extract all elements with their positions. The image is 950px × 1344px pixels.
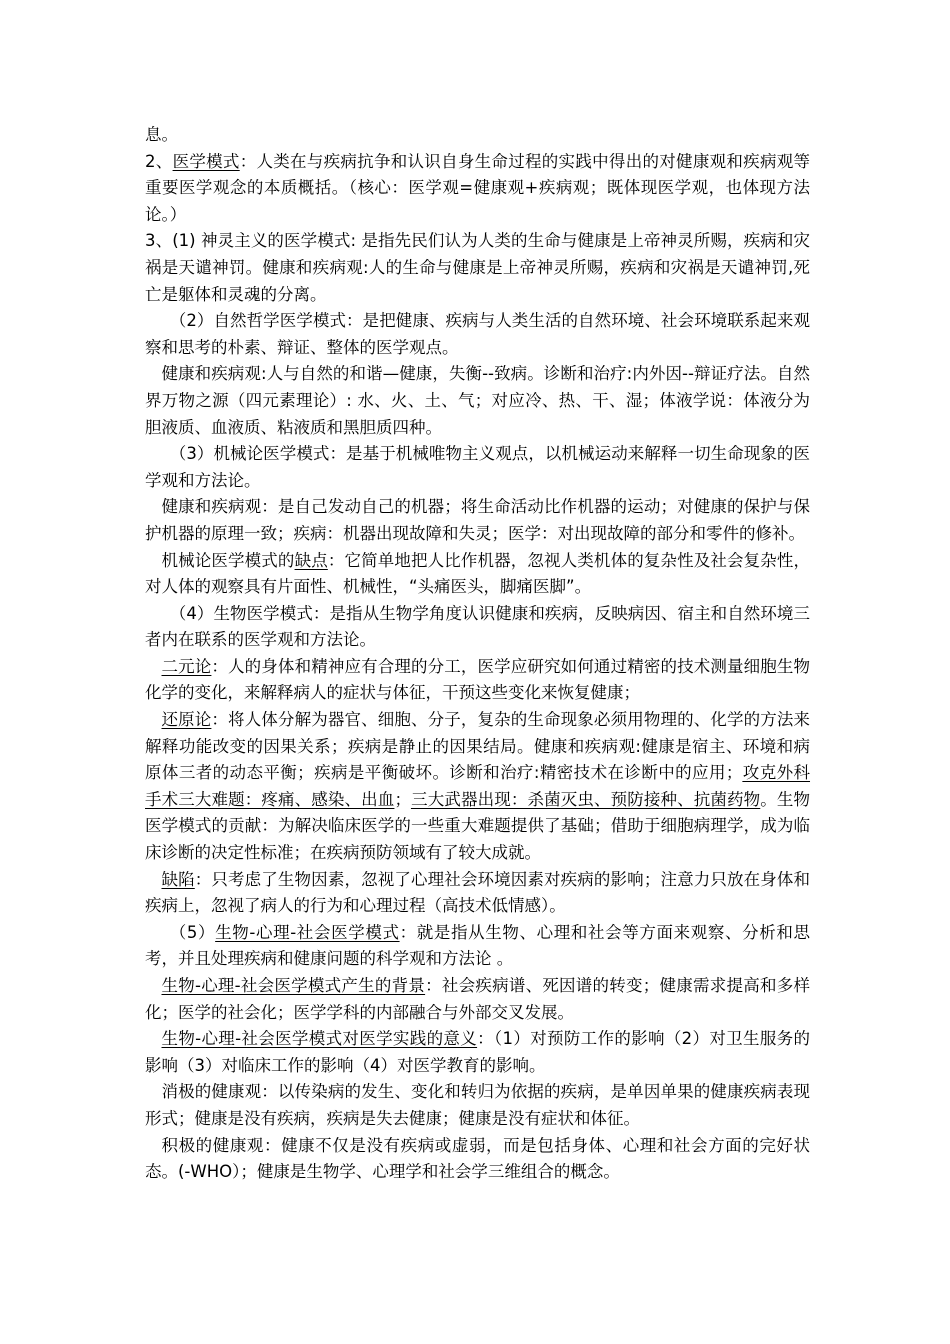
text-run: 消极的健康观：以传染病的发生、变化和转归为依据的疾病，是单因单果的健康疾病表现形式；健康是没有疾病，疾病是失去健康；健康是没有症状和体征。 xyxy=(145,1082,810,1128)
text-run: ：社会疾病谱、死因谱的转变；健康需求提高和多样化；医学的社会化；医学学科的内部融合与外部交叉发展。 xyxy=(145,976,810,1022)
text-run: ：将人体分解为器官、细胞、分子，复杂的生命现象必须用物理的、化学的方法来解释功能改变的因果关系；疾病是静止的因果结局。健康和疾病观:健康是宿主、环境和病原体三者的动态平衡；疾病是平衡破坏。诊断和治疗:精密技术在诊断中的应用； xyxy=(145,710,811,783)
underlined-term: 缺点 xyxy=(294,550,328,570)
underlined-term: 三大武器出现：杀菌灭虫、预防接种、抗菌药物 xyxy=(410,789,761,809)
paragraph xyxy=(145,707,810,867)
underlined-term: 攻克外科手术三大难题：疼痛、感染、出血 xyxy=(145,763,811,809)
paragraph xyxy=(145,361,810,441)
text-run: 健康和疾病观：是自己发动自己的机器；将生命活动比作机器的运动；对健康的保护与保护机器的原理一致；疾病：机器出现故障和失灵；医学：对出现故障的部分和零件的修补。 xyxy=(145,497,810,543)
text-run: 积极的健康观：健康不仅是没有疾病或虚弱，而是包括身体、心理和社会方面的完好状态。(-WHO）；健康是生物学、心理学和社会学三维组合的概念。 xyxy=(145,1135,810,1182)
underlined-term: 生物-心理-社会医学模式对医学实践的意义 xyxy=(161,1029,478,1049)
underlined-term: 还原论 xyxy=(161,710,212,730)
text-run: 。生物医学模式的贡献：为解决临床医学的一些重大难题提供了基础；借助于细胞病理学，成为临床诊断的决定性标准；在疾病预防领域有了较大成就。 xyxy=(145,789,811,863)
paragraph xyxy=(145,867,810,920)
underlined-term: 生物-心理-社会医学模式 xyxy=(215,922,400,942)
text-run: ：人的身体和精神应有合理的分工，医学应研究如何通过精密的技术测量细胞生物化学的变化，来解释病人的症状与体征，干预这些变化来恢复健康； xyxy=(145,656,811,703)
underlined-term: 生物-心理-社会医学模式产生的背景 xyxy=(161,976,426,995)
underlined-term: 缺陷 xyxy=(161,869,195,889)
text-run: ：（1）对预防工作的影响（2）对卫生服务的影响（3）对临床工作的影响（4）对医学教育的影响。 xyxy=(145,1029,810,1075)
paragraph xyxy=(145,548,810,601)
underlined-term: 医学模式 xyxy=(172,151,240,171)
text-run: 健康和疾病观:人与自然的和谐—健康，失衡--致病。诊断和治疗:内外因--辩证疗法。自然界万物之源（四元素理论）: 水、火、土、气；对应冷、热、干、湿；体液学说：体液分为胆液质、血液质、粘液质和黑胆质四种。 xyxy=(145,364,810,437)
text-run: （4）生物医学模式：是指从生物学角度认识健康和疾病，反映病因、宿主和自然环境三者内在联系的医学观和方法论。 xyxy=(145,603,810,650)
paragraph xyxy=(145,601,810,654)
paragraph xyxy=(145,1026,810,1079)
document-page xyxy=(145,122,810,1186)
text-run: 3、(1) 神灵主义的医学模式: 是指先民们认为人类的生命与健康是上帝神灵所赐，疾病和灾祸是天谴神罚。健康和疾病观:人的生命与健康是上帝神灵所赐，疾病和灾祸是天谴神罚,死亡是躯体和灵魂的分离。 xyxy=(145,231,810,304)
paragraph xyxy=(145,1079,810,1132)
text-run: ：人类在与疾病抗争和认识自身生命过程的实践中得出的对健康观和疾病观等重要医学观念的本质概括。（核心：医学观=健康观+疾病观；既体现医学观，也体现方法论。） xyxy=(145,151,811,224)
text-run: ：只考虑了生物因素，忽视了心理社会环境因素对疾病的影响；注意力只放在身体和疾病上，忽视了病人的行为和心理过程（高技术低情感）。 xyxy=(145,869,811,916)
text-run: 息。 xyxy=(145,125,178,144)
paragraph xyxy=(145,1133,810,1186)
paragraph xyxy=(145,441,810,494)
paragraph xyxy=(145,973,810,1026)
underlined-term: 二元论 xyxy=(161,656,212,676)
paragraph xyxy=(145,654,810,707)
paragraph xyxy=(145,122,810,149)
text-run: ：它简单地把人比作机器，忽视人类机体的复杂性及社会复杂性，对人体的观察具有片面性、机械性，“头痛医头，脚痛医脚”。 xyxy=(145,550,811,597)
paragraph xyxy=(145,920,810,973)
paragraph xyxy=(145,308,810,361)
text-run: ； xyxy=(394,789,411,809)
text-run: ：就是指从生物、心理和社会等方面来观察、分析和思考，并且处理疾病和健康问题的科学观和方法论 。 xyxy=(145,922,811,969)
paragraph xyxy=(145,228,810,308)
paragraph xyxy=(145,149,810,229)
text-run: 机械论医学模式的 xyxy=(161,550,295,570)
text-run: （3）机械论医学模式：是基于机械唯物主义观点，以机械运动来解释一切生命现象的医学观和方法论。 xyxy=(145,444,810,490)
paragraph xyxy=(145,494,810,547)
text-run: （5） xyxy=(169,922,216,942)
text-run: （2）自然哲学医学模式：是把健康、疾病与人类生活的自然环境、社会环境联系起来观察和思考的朴素、辩证、整体的医学观点。 xyxy=(145,311,810,357)
text-run: 2、 xyxy=(145,151,173,171)
